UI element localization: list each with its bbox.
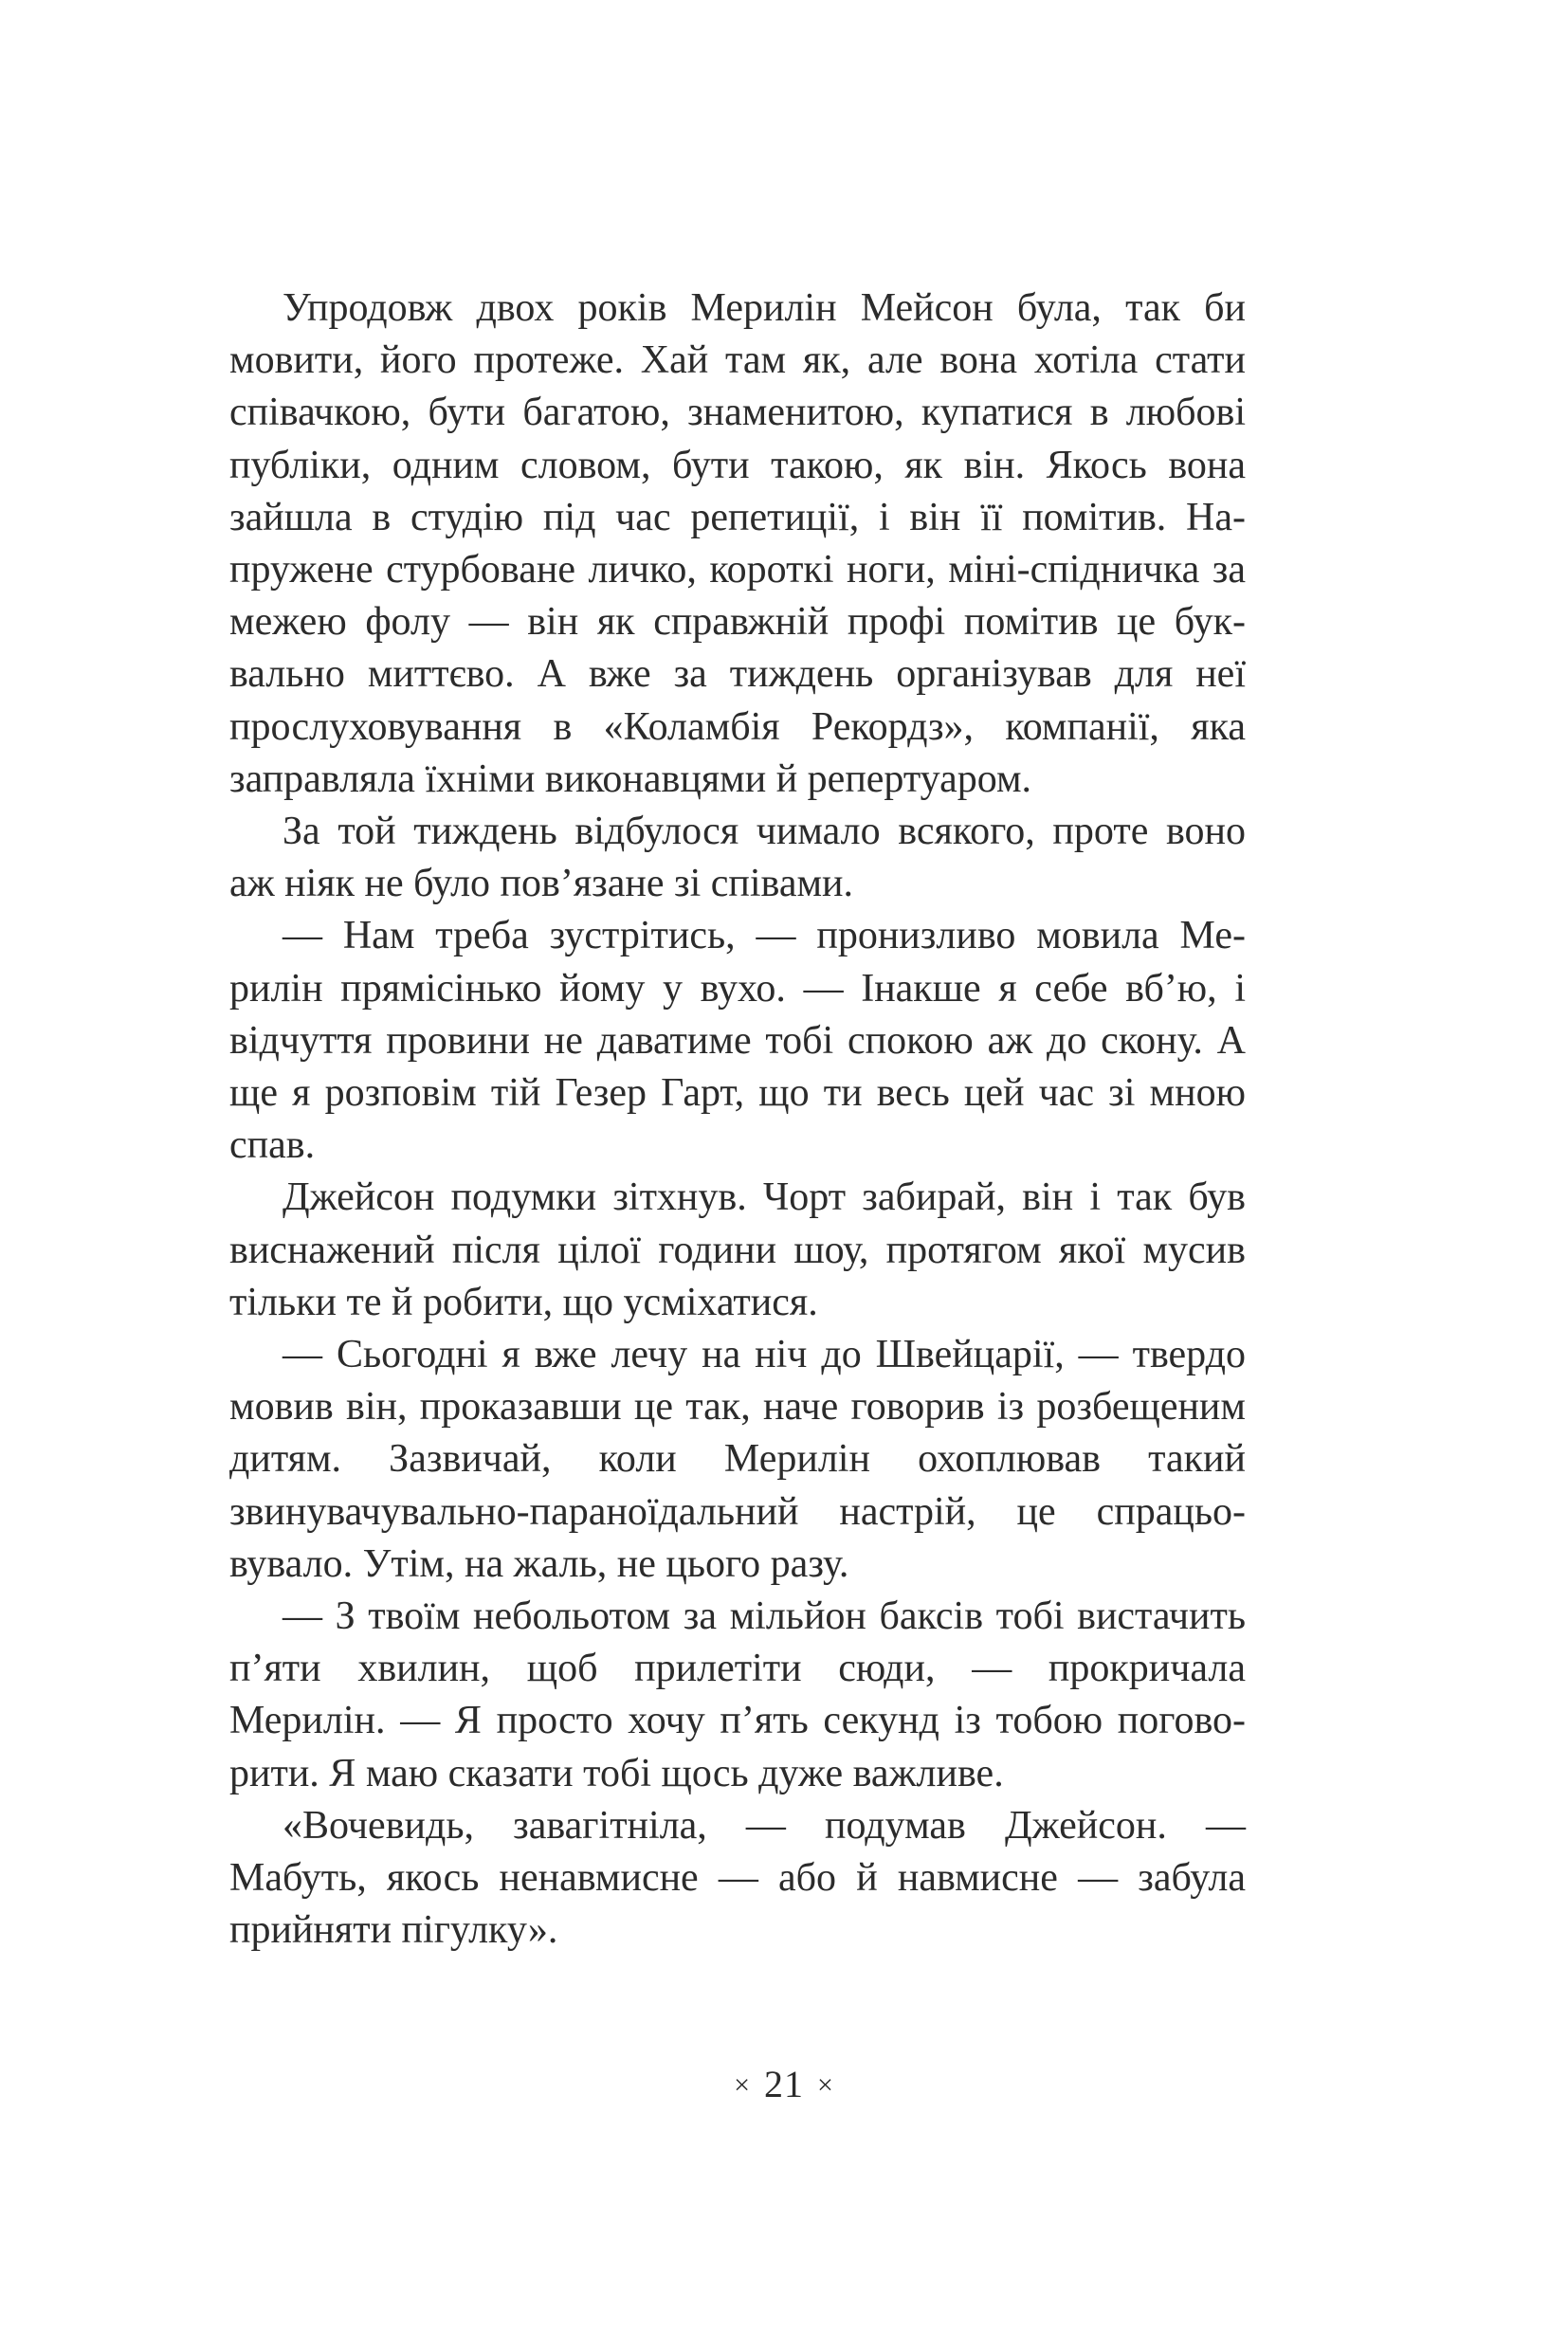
body-text [229, 282, 1246, 1958]
paragraph-2: За той тиждень відбулося чимало всякого, проте воно аж ніяк не було пов’язане зі співами. [229, 810, 1246, 906]
folio-left-ornament: × [734, 2069, 751, 2101]
paragraph-3: — Нам треба зустрітись, — пронизливо мовила Мерилін прямісінько йому у вухо. — Інакше я себе вб’ю, і відчуття провини не даватиме тобі спокою аж до скону. А ще я розповім тій Гезер Гарт, що ти весь цей час зі мною спав. [229, 914, 1246, 1168]
folio-right-ornament: × [817, 2069, 834, 2101]
page-number: 21 [764, 2063, 804, 2105]
paragraph-1: Упродовж двох років Мерилін Мейсон була, так би мовити, його протеже. Хай там як, але вона хотіла стати співачкою, бути багатою, знаменитою, купатися в любові публіки, одним словом, бути такою, як він. Якось вона зайшла в студію під час репетиції, і він її помітив. Напружене стурбоване личко, короткі ноги, міні-спідничка за межею фолу — він як справжній профі помітив це буквально миттєво. А вже за тиждень організував для неї прослуховування в «Коламбія Рекордз», компанії, яка заправляла їхніми виконавцями й репертуаром. [229, 286, 1246, 801]
paragraph-5: — Сьогодні я вже лечу на ніч до Швейцарії, — твердо мовив він, проказавши це так, наче говорив із розбещеним дитям. Зазвичай, коли Мерилін охоплював такий звинувачувально-параноїдальний настрій, це спрацьовувало. Утім, на жаль, не цього разу. [229, 1333, 1246, 1586]
page-number-footer [0, 2062, 1568, 2106]
paragraph-7: «Вочевидь, завагітніла, — подумав Джейсон. — Мабуть, якось ненавмисне — або й навмисне — забула прийняти пігулку». [229, 1803, 1246, 1953]
paragraph-4: Джейсон подумки зітхнув. Чорт забирай, він і так був виснажений після цілої години шоу, протягом якої мусив тільки те й робити, що усміхатися. [229, 1175, 1246, 1324]
paragraph-6: — З твоїм небольотом за мільйон баксів тобі вистачить п’яти хвилин, щоб прилетіти сюди, — прокричала Мерилін. — Я просто хочу п’ять секунд із тобою поговорити. Я маю сказати тобі щось дуже важливе. [229, 1594, 1246, 1795]
